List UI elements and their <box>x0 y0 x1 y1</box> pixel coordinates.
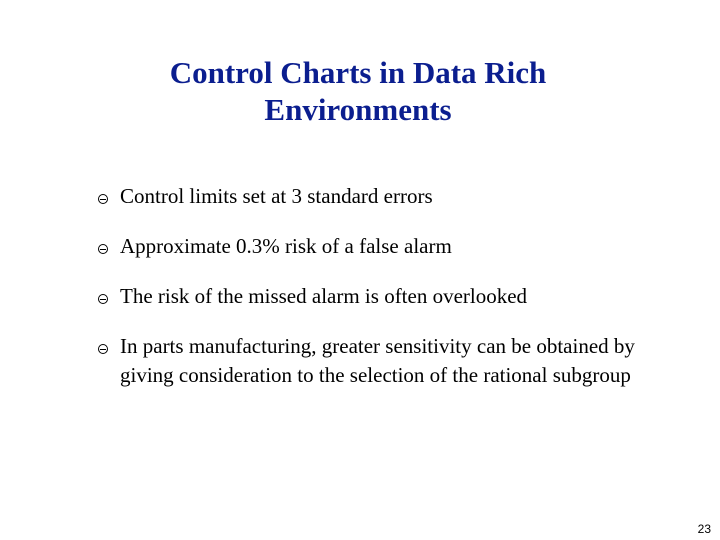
slide-title <box>60 54 656 128</box>
bullet-item <box>98 182 638 211</box>
bullet-text: Approximate 0.3% risk of a false alarm <box>120 234 452 258</box>
circle-bullet-icon <box>98 344 108 354</box>
bullet-text: In parts manufacturing, greater sensitivity can be obtained by giving consideration to the selection of the rational subgroup <box>120 334 635 387</box>
page-number: 23 <box>697 522 711 536</box>
bullet-list <box>98 182 638 411</box>
bullet-item <box>98 332 638 390</box>
bullet-text: The risk of the missed alarm is often overlooked <box>120 284 528 308</box>
bullet-text: Control limits set at 3 standard errors <box>120 184 433 208</box>
bullet-item <box>98 232 638 261</box>
slide-title-line-2: Environments <box>264 92 452 127</box>
circle-bullet-icon <box>98 244 108 254</box>
bullet-item <box>98 282 638 311</box>
circle-bullet-icon <box>98 294 108 304</box>
slide-title-line-1: Control Charts in Data Rich <box>169 55 547 90</box>
circle-bullet-icon <box>98 194 108 204</box>
